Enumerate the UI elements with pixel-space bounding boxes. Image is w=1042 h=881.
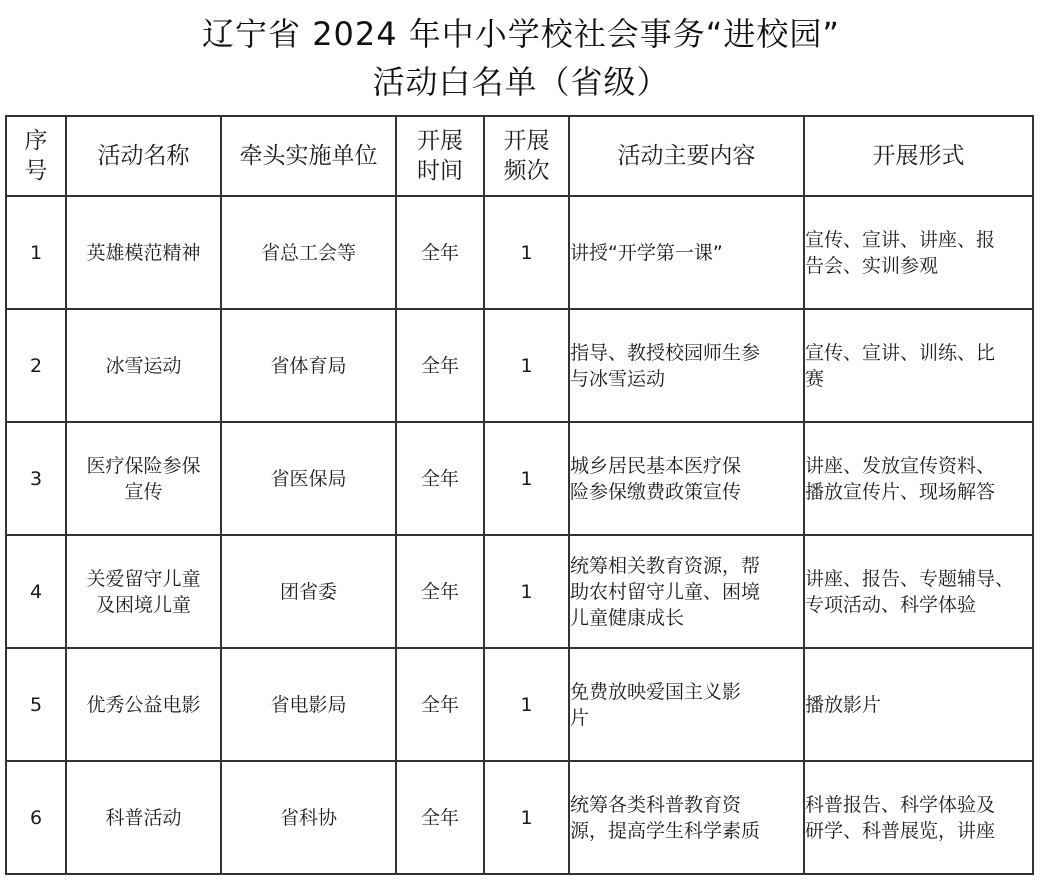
activity-time: 全年 <box>396 309 484 422</box>
header-activity-name: 活动名称 <box>66 116 221 196</box>
activity-format-line: 播放影片 <box>805 693 882 716</box>
table-row <box>6 309 1033 422</box>
main-content-line: 讲授“开学第一课” <box>570 241 723 264</box>
activity-frequency: 1 <box>484 309 569 422</box>
activity-frequency: 1 <box>484 422 569 535</box>
main-content-line: 源，提高学生科学素质 <box>570 819 761 842</box>
header-no-line: 序 <box>24 128 48 154</box>
header-no-line: 号 <box>24 158 48 184</box>
activity-format-line: 告会、实训参观 <box>805 254 939 277</box>
activity-name <box>66 309 221 422</box>
activity-format-line: 播放宣传片、现场解答 <box>805 480 996 503</box>
activity-format-line: 讲座、发放宣传资料、 <box>805 454 996 477</box>
activity-frequency: 1 <box>484 535 569 648</box>
activity-frequency: 1 <box>484 648 569 761</box>
row-number: 1 <box>6 196 66 309</box>
main-content-line: 助农村留守儿童、困境 <box>570 580 761 603</box>
main-content-line: 统筹相关教育资源，帮 <box>570 554 761 577</box>
table-row <box>6 648 1033 761</box>
activity-format <box>804 535 1033 648</box>
table-body <box>6 196 1033 874</box>
activity-name-line: 优秀公益电影 <box>86 693 201 716</box>
activity-name-line: 关爱留守儿童 <box>86 567 201 590</box>
activity-name <box>66 422 221 535</box>
main-content <box>569 422 804 535</box>
main-content-line: 免费放映爱国主义影 <box>570 680 742 703</box>
table-row <box>6 535 1033 648</box>
row-number: 4 <box>6 535 66 648</box>
header-format: 开展形式 <box>804 116 1033 196</box>
table-row <box>6 196 1033 309</box>
activity-format <box>804 761 1033 874</box>
activity-name <box>66 761 221 874</box>
activity-format <box>804 648 1033 761</box>
lead-unit: 省科协 <box>221 761 396 874</box>
row-number: 5 <box>6 648 66 761</box>
header-lead-unit: 牵头实施单位 <box>221 116 396 196</box>
header-frequency-line: 开展 <box>503 128 550 154</box>
lead-unit: 省医保局 <box>221 422 396 535</box>
lead-unit: 省总工会等 <box>221 196 396 309</box>
main-content-line: 儿童健康成长 <box>570 606 685 629</box>
activity-time: 全年 <box>396 648 484 761</box>
main-content <box>569 535 804 648</box>
title-line-1: 辽宁省 2024 年中小学校社会事务“进校园” <box>202 15 840 53</box>
main-content <box>569 648 804 761</box>
main-content-line: 险参保缴费政策宣传 <box>570 480 742 503</box>
table-row <box>6 422 1033 535</box>
table-header-row <box>6 116 1033 196</box>
activity-time: 全年 <box>396 535 484 648</box>
activity-name-line: 宣传 <box>124 480 163 503</box>
activity-format-line: 专项活动、科学体验 <box>805 593 977 616</box>
lead-unit: 省电影局 <box>221 648 396 761</box>
activity-time: 全年 <box>396 196 484 309</box>
activity-name-line: 及困境儿童 <box>95 593 191 616</box>
header-frequency <box>484 116 569 196</box>
document-title <box>0 10 1042 106</box>
main-content-line: 统筹各类科普教育资 <box>570 793 742 816</box>
activity-time: 全年 <box>396 761 484 874</box>
row-number: 3 <box>6 422 66 535</box>
main-content-line: 城乡居民基本医疗保 <box>570 454 742 477</box>
activity-whitelist-table <box>5 115 1034 875</box>
activity-name <box>66 535 221 648</box>
activity-frequency: 1 <box>484 761 569 874</box>
lead-unit: 团省委 <box>221 535 396 648</box>
main-content <box>569 761 804 874</box>
activity-time: 全年 <box>396 422 484 535</box>
activity-name-line: 冰雪运动 <box>105 354 182 377</box>
header-time-line: 时间 <box>417 158 463 184</box>
activity-name <box>66 648 221 761</box>
activity-name-line: 医疗保险参保 <box>86 454 201 477</box>
header-time <box>396 116 484 196</box>
activity-name-line: 英雄模范精神 <box>86 241 201 264</box>
activity-name <box>66 196 221 309</box>
row-number: 2 <box>6 309 66 422</box>
main-content <box>569 309 804 422</box>
main-content-line: 片 <box>570 706 590 729</box>
table-row <box>6 761 1033 874</box>
activity-format-line: 研学、科普展览，讲座 <box>805 819 996 842</box>
lead-unit: 省体育局 <box>221 309 396 422</box>
activity-format-line: 科普报告、科学体验及 <box>805 793 996 816</box>
activity-name-line: 科普活动 <box>105 806 182 829</box>
activity-format <box>804 309 1033 422</box>
activity-frequency: 1 <box>484 196 569 309</box>
activity-format <box>804 196 1033 309</box>
activity-format-line: 讲座、报告、专题辅导、 <box>805 567 1015 590</box>
activity-format-line: 赛 <box>805 367 825 390</box>
header-main-content: 活动主要内容 <box>569 116 804 196</box>
main-content-line: 指导、教授校园师生参 <box>570 341 761 364</box>
main-content-line: 与冰雪运动 <box>570 367 666 390</box>
main-content <box>569 196 804 309</box>
activity-format-line: 宣传、宣讲、训练、比 <box>805 341 996 364</box>
title-line-2: 活动白名单（省级） <box>372 63 670 101</box>
header-time-line: 开展 <box>417 128 463 154</box>
header-no <box>6 116 66 196</box>
activity-format <box>804 422 1033 535</box>
row-number: 6 <box>6 761 66 874</box>
activity-format-line: 宣传、宣讲、讲座、报 <box>805 228 996 251</box>
header-frequency-line: 频次 <box>503 158 550 184</box>
